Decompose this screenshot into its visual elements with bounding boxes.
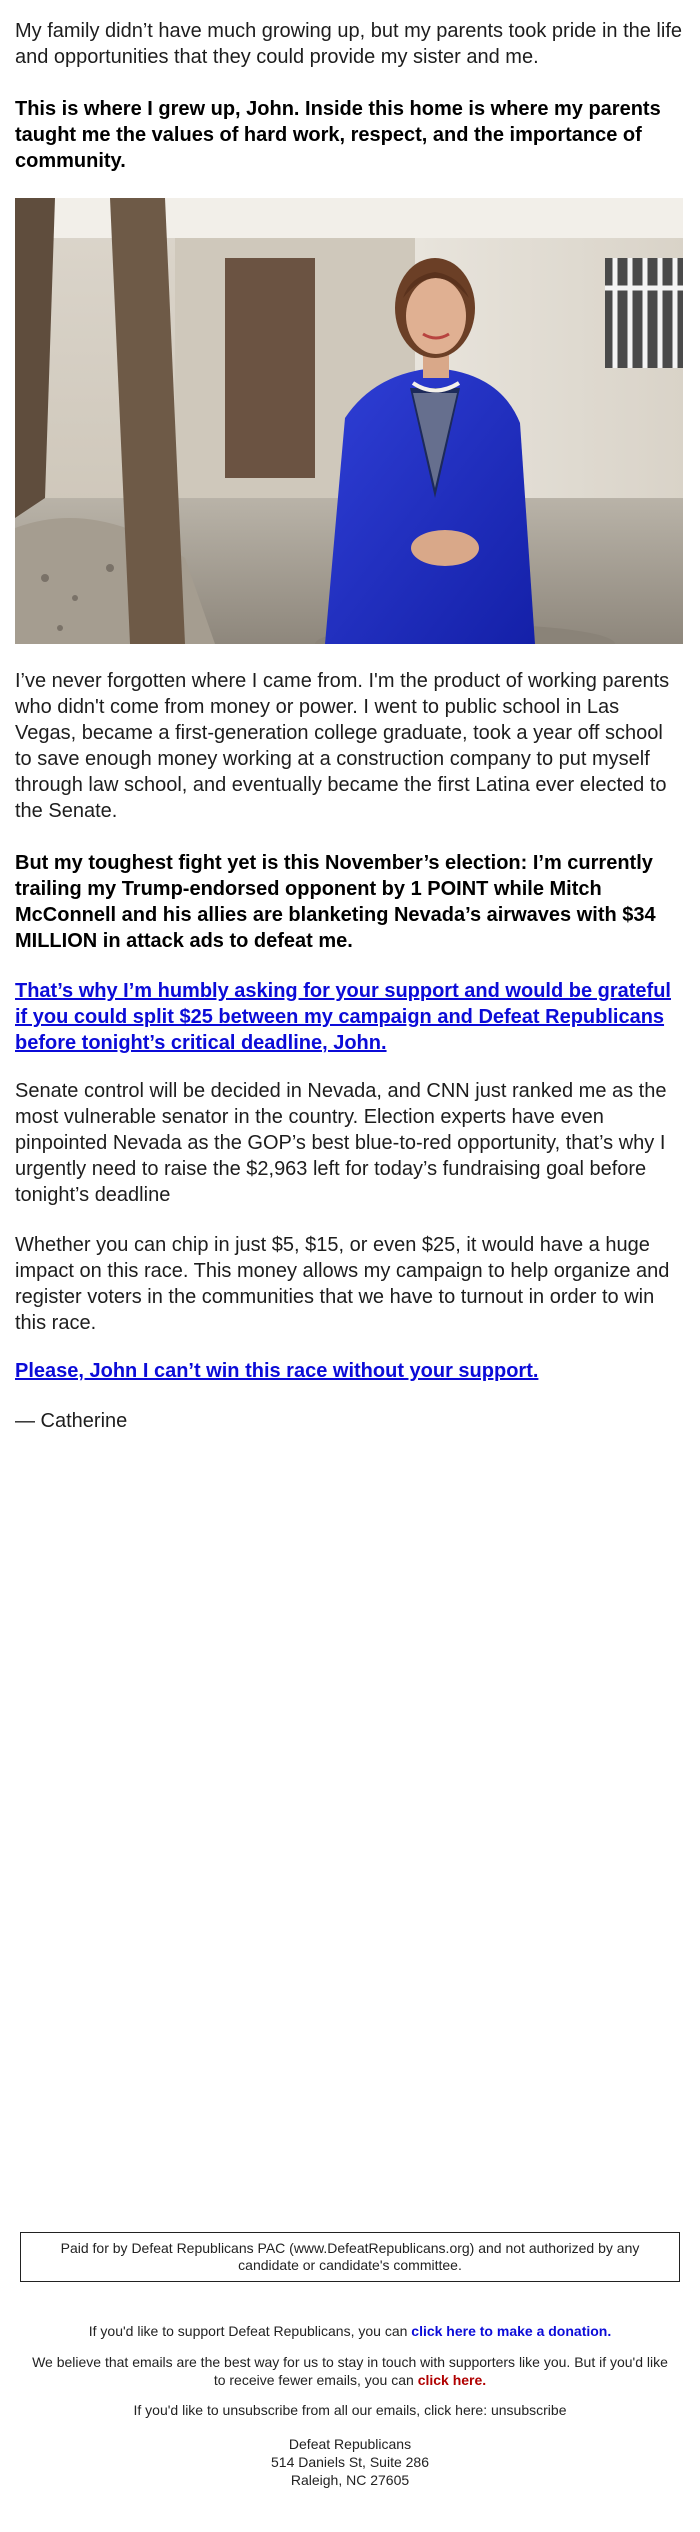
nevada-paragraph: Senate control will be decided in Nevada, and CNN just ranked me as the most vulnerable senator in the country. Election experts have even pinpointed Nevada as the GOP’s best blue-to-red opportunity, that’s why I urgently need to raise the $2,963 left for today’s fundraising goal before tonight’s deadline [15, 1080, 667, 1206]
fewer-emails-link[interactable]: click here. [417, 2372, 487, 2388]
unsubscribe-text[interactable]: If you'd like to unsubscribe from all our emails, click here: unsubscribe [133, 2402, 567, 2418]
candidate-photo [15, 198, 683, 644]
paid-for-text: Paid for by Defeat Republicans PAC (www.DefeatRepublicans.org) and not authorized by any candidate or candidate's committee. [60, 2240, 640, 2273]
support-text: If you'd like to support Defeat Republicans, you can [88, 2323, 412, 2339]
background-paragraph: I’ve never forgotten where I came from. I'm the product of working parents who didn't come from money or power. I went to public school in Las Vegas, became a first-generation college graduate, took a year off school to save enough money working at a construction company to put myself through law school, and eventually became the first Latina ever elected to the Senate. [15, 670, 670, 822]
unsubscribe-line [20, 2401, 680, 2419]
donation-link[interactable]: click here to make a donation. [411, 2323, 612, 2339]
fewer-emails-line [20, 2353, 680, 2389]
support-link[interactable]: Please, John I can’t win this race without your support. [15, 1360, 539, 1382]
fewer-emails-text: We believe that emails are the best way for us to stay in touch with supporters like you. But if you'd like to receive fewer emails, you can [32, 2354, 668, 2388]
donation-ask-paragraph [15, 978, 683, 1056]
donate-link[interactable]: That’s why I’m humbly asking for your support and would be grateful if you could split $25 between my campaign and Defeat Republicans before tonight’s critical deadline, John. [15, 980, 671, 1054]
org-name: Defeat Republicans [288, 2436, 412, 2452]
support-line [20, 2322, 680, 2340]
intro-bold-paragraph: This is where I grew up, John. Inside this home is where my parents taught me the values of hard work, respect, and the importance of community. [15, 98, 661, 172]
mailing-address [20, 2435, 680, 2489]
chip-in-paragraph: Whether you can chip in just $5, $15, or even $25, it would have a huge impact on this race. This money allows my campaign to help organize and register voters in the communities that we have to turnout in order to win this race. [15, 1234, 670, 1334]
paid-for-disclaimer [20, 2232, 680, 2282]
signoff: — Catherine [15, 1410, 128, 1432]
address-line-1: 514 Daniels St, Suite 286 [271, 2454, 429, 2470]
intro-paragraph: My family didn’t have much growing up, but my parents took pride in the life and opportunities that they could provide my sister and me. [15, 20, 682, 68]
address-line-2: Raleigh, NC 27605 [290, 2472, 410, 2488]
plea-paragraph [15, 1358, 683, 1384]
election-paragraph: But my toughest fight yet is this November’s election: I’m currently trailing my Trump-endorsed opponent by 1 POINT while Mitch McConnell and his allies are blanketing Nevada’s airwaves with $34 MILLION in attack ads to defeat me. [15, 852, 656, 952]
